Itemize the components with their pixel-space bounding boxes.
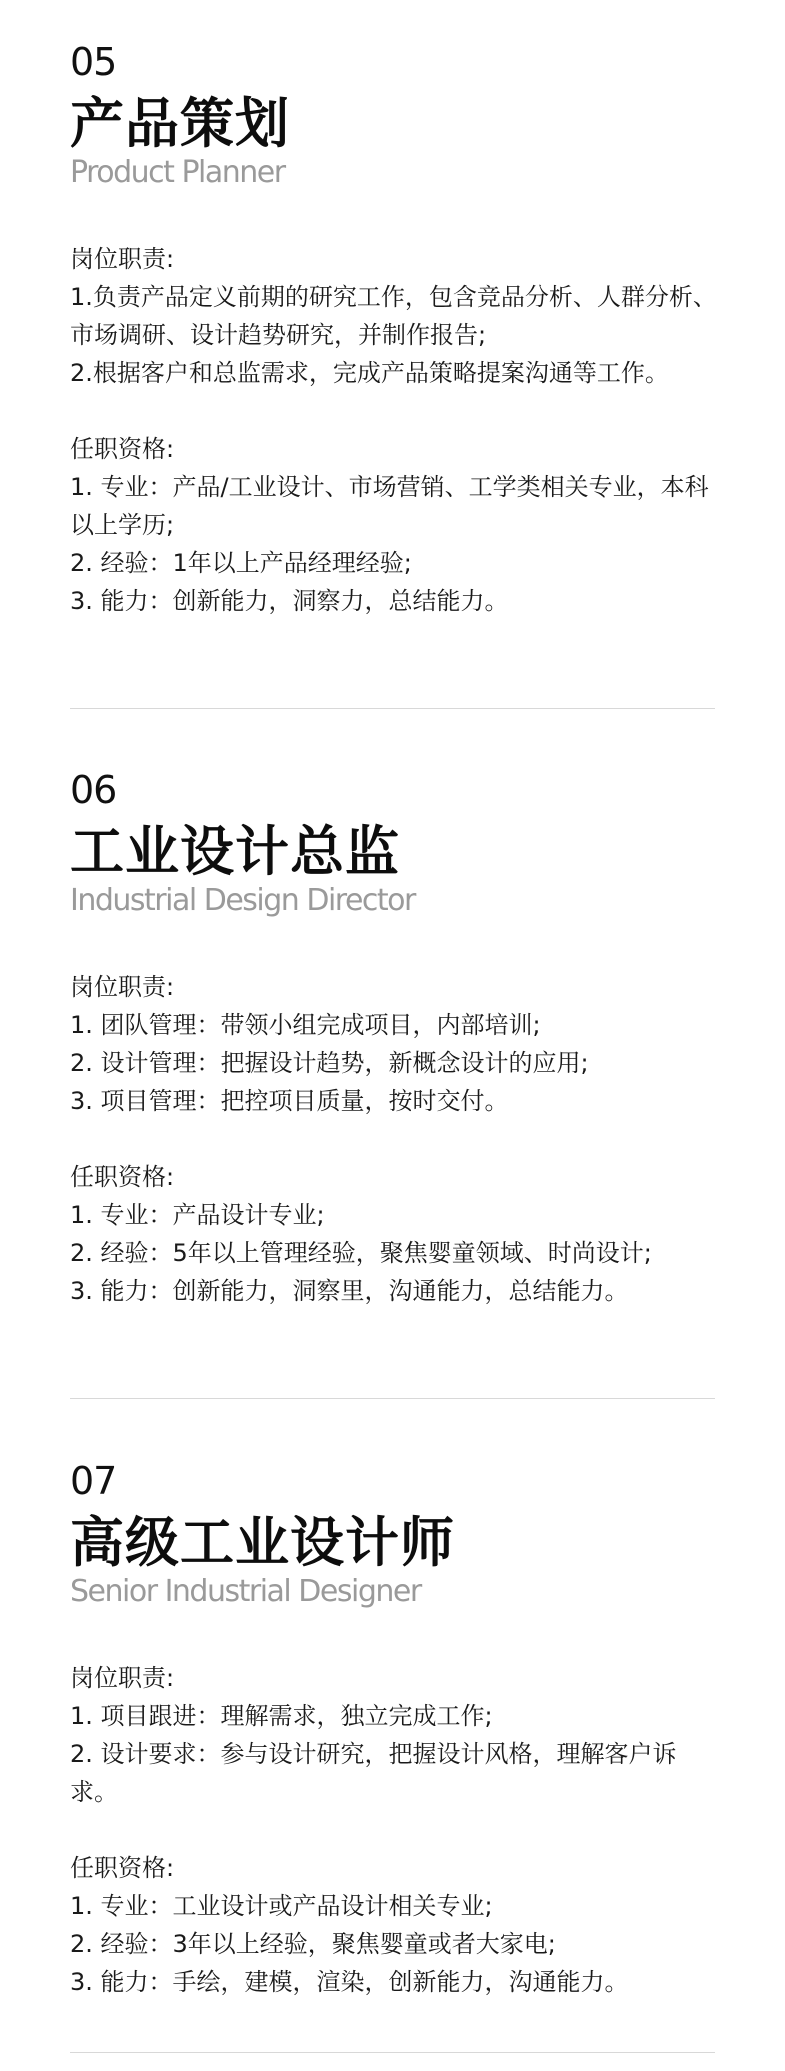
job-title-en: Senior Industrial Designer [70,1574,421,1609]
duties-block [70,968,720,1120]
qualification-line: 3. 能力：创新能力，洞察力，总结能力。 [70,587,509,615]
qualifications-heading: 任职资格: [70,1854,175,1882]
job-title-cn: 工业设计总监 [70,820,400,883]
section-divider [70,1398,715,1399]
duties-heading: 岗位职责: [70,1664,175,1692]
qualification-line: 2. 经验：1年以上产品经理经验; [70,549,412,577]
section-divider [70,2052,715,2053]
job-title-cn: 高级工业设计师 [70,1511,455,1574]
job-number: 06 [70,768,117,812]
duty-line: 1. 团队管理：带领小组完成项目，内部培训; [70,1011,541,1039]
duties-block [70,1659,720,1811]
job-title-en: Industrial Design Director [70,883,415,918]
qualification-line: 以上学历; [70,511,175,539]
job-number: 05 [70,40,117,84]
job-title-en: Product Planner [70,155,285,190]
job-section-07 [70,1459,720,2001]
job-section-05 [70,40,720,620]
section-divider [70,708,715,709]
qualification-line: 1. 专业：产品/工业设计、市场营销、工学类相关专业，本科 [70,473,709,501]
duties-block [70,240,720,392]
qualifications-heading: 任职资格: [70,435,175,463]
qualifications-block [70,1158,720,1310]
duty-line: 3. 项目管理：把控项目质量，按时交付。 [70,1087,509,1115]
qualification-line: 3. 能力：创新能力，洞察里，沟通能力，总结能力。 [70,1277,629,1305]
duty-line: 2. 设计管理：把握设计趋势，新概念设计的应用; [70,1049,589,1077]
duties-heading: 岗位职责: [70,245,175,273]
qualifications-block [70,1849,720,2001]
duty-line: 1.负责产品定义前期的研究工作，包含竞品分析、人群分析、 [70,283,717,311]
qualifications-heading: 任职资格: [70,1163,175,1191]
qualification-line: 2. 经验：5年以上管理经验，聚焦婴童领域、时尚设计; [70,1239,652,1267]
duty-line: 1. 项目跟进：理解需求，独立完成工作; [70,1702,493,1730]
job-number: 07 [70,1459,117,1503]
qualification-line: 3. 能力：手绘，建模，渲染，创新能力，沟通能力。 [70,1968,629,1996]
duty-line: 市场调研、设计趋势研究，并制作报告; [70,321,487,349]
duties-heading: 岗位职责: [70,973,175,1001]
job-title-cn: 产品策划 [70,92,290,155]
qualification-line: 2. 经验：3年以上经验，聚焦婴童或者大家电; [70,1930,556,1958]
qualification-line: 1. 专业：工业设计或产品设计相关专业; [70,1892,493,1920]
job-section-06 [70,768,720,1310]
duty-line: 2. 设计要求：参与设计研究，把握设计风格，理解客户诉求。 [70,1740,677,1806]
qualifications-block [70,430,720,620]
duty-line: 2.根据客户和总监需求，完成产品策略提案沟通等工作。 [70,359,669,387]
qualification-line: 1. 专业：产品设计专业; [70,1201,325,1229]
